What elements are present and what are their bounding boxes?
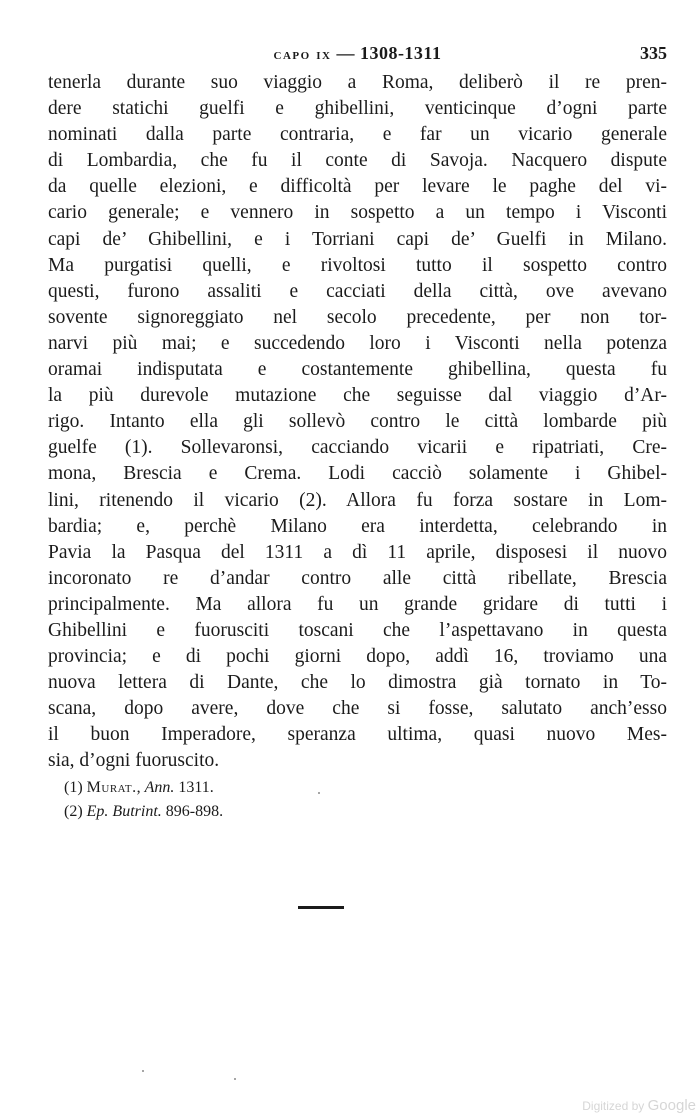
body-line: nominati dalla parte contraria, e far un vicario generale [48, 124, 667, 146]
footnote-separator: , [136, 779, 145, 796]
body-text [48, 70, 667, 775]
body-line: nuova lettera di Dante, che lo dimostra già tornato in To- [48, 672, 667, 694]
footnote-author: Murat. [86, 779, 137, 796]
body-line: Ma purgatisi quelli, e rivoltosi tutto il sospetto contro [48, 254, 667, 276]
chapter-label: capo ix [273, 46, 332, 63]
watermark-prefix: Digitized by [582, 1099, 645, 1113]
running-head [48, 38, 667, 68]
footnote-work: Ep. Butrint. [86, 803, 162, 820]
body-line: cario generale; e vennero in sospetto a un tempo i Visconti [48, 202, 667, 224]
body-line: sovente signoreggiato nel secolo precedente, per non tor- [48, 306, 667, 328]
body-line: da quelle elezioni, e difficoltà per levare le paghe del vi- [48, 176, 667, 198]
footnote-1 [64, 776, 223, 800]
running-title [48, 38, 667, 70]
footnote-reference: 896-898. [161, 803, 224, 820]
body-line: narvi più mai; e succedendo loro i Visconti nella potenza [48, 332, 667, 354]
body-line: capi de’ Ghibellini, e i Torriani capi de’ Guelfi in Milano. [48, 228, 667, 250]
body-line: oramai indisputata e costantemente ghibellina, questa fu [48, 359, 667, 381]
watermark-brand: Google [647, 1097, 696, 1114]
print-speck [318, 792, 320, 794]
title-dash: — [331, 43, 360, 63]
body-line: sia, d’ogni fuoruscito. [48, 750, 220, 772]
body-line: tenerla durante suo viaggio a Roma, deliberò il re pren- [48, 72, 667, 93]
digitization-watermark [582, 1097, 696, 1114]
body-line: bardia; e, perchè Milano era interdetta, celebrando in [48, 515, 667, 537]
footnotes [64, 776, 223, 824]
body-line: guelfe (1). Sollevaronsi, cacciando vicarii e ripatriati, Cre- [48, 437, 667, 459]
footnote-work: Ann. [144, 779, 175, 796]
body-line: questi, furono assaliti e cacciati della città, ove avevano [48, 280, 667, 302]
body-line: scana, dopo avere, dove che si fosse, salutato anch’esso [48, 698, 667, 720]
body-line: la più durevole mutazione che seguisse dal viaggio d’Ar- [48, 385, 667, 407]
footnote-reference: 1311. [174, 779, 214, 796]
body-line: Pavia la Pasqua del 1311 a dì 11 aprile, disposesi il nuovo [48, 541, 667, 563]
body-line: lini, ritenendo il vicario (2). Allora fu forza sostare in Lom- [48, 489, 667, 511]
footnote-2 [64, 800, 223, 824]
body-line: principalmente. Ma allora fu un grande gridare di tutti i [48, 593, 667, 615]
body-line: dere statichi guelfi e ghibellini, venticinque d’ogni parte [48, 98, 667, 120]
body-line: mona, Brescia e Crema. Lodi cacciò solamente i Ghibel- [48, 463, 667, 485]
body-line: rigo. Intanto ella gli sollevò contro le città lombarde più [48, 411, 667, 433]
body-line: incoronato re d’andar contro alle città ribellate, Brescia [48, 567, 667, 589]
body-line: di Lombardia, che fu il conte di Savoja. Nacquero dispute [48, 150, 667, 172]
end-rule [298, 906, 344, 909]
print-speck [234, 1078, 236, 1080]
body-line: il buon Imperadore, speranza ultima, quasi nuovo Mes- [48, 724, 667, 746]
page-number: 335 [640, 43, 667, 63]
body-line: Ghibellini e fuorusciti toscani che l’aspettavano in questa [48, 619, 667, 641]
footnote-mark: (2) [64, 803, 87, 820]
print-speck [142, 1070, 144, 1072]
footnote-mark: (1) [64, 779, 87, 796]
body-line: provincia; e di pochi giorni dopo, addì 16, troviamo una [48, 646, 667, 668]
year-range: 1308-1311 [359, 43, 442, 63]
